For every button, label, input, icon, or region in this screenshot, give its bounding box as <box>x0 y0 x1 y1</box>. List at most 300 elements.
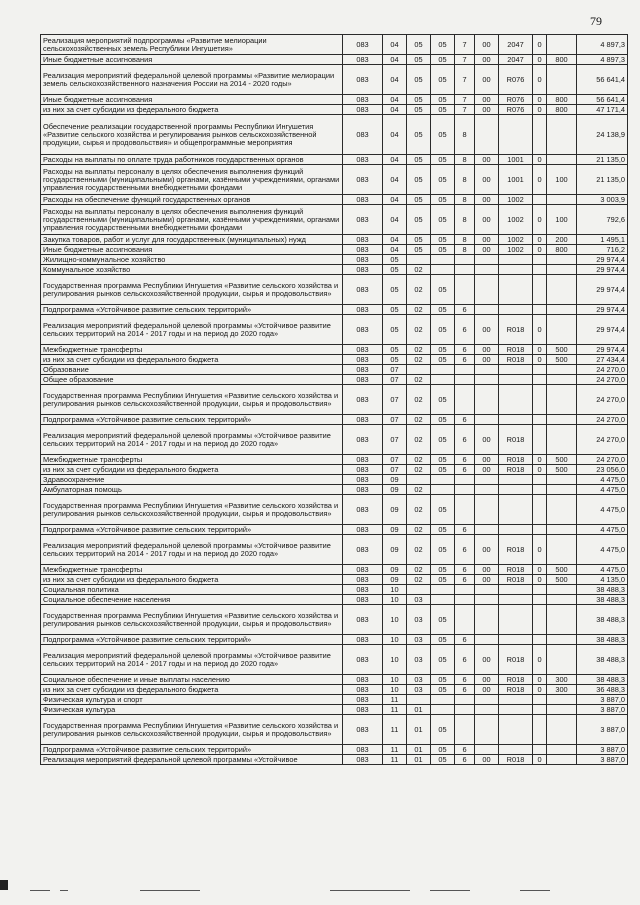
table-row <box>41 95 628 105</box>
code-section: 10 <box>383 645 407 675</box>
row-name: Реализация мероприятий федеральной целевой программы «Устойчивое развитие сельских территорий на 2014 - 2017 годы и на период до 2020 года» <box>41 425 343 455</box>
code-sub-direction: 0 <box>533 685 547 695</box>
row-name: Расходы на выплаты персоналу в целях обеспечения выполнения функций государственными (муниципальными) органами, казёнными учреждениями, органами управления государственными внебюджетными фондами <box>41 165 343 195</box>
code-direction <box>499 595 533 605</box>
code-sub-direction <box>533 585 547 595</box>
code-program <box>431 255 455 265</box>
code-expense-type <box>547 745 577 755</box>
code-direction <box>499 495 533 525</box>
row-amount: 24 270,0 <box>577 365 628 375</box>
code-admin: 083 <box>343 165 383 195</box>
code-expense-type: 500 <box>547 565 577 575</box>
code-section: 07 <box>383 365 407 375</box>
row-amount: 47 171,4 <box>577 105 628 115</box>
code-program: 05 <box>431 245 455 255</box>
table-row <box>41 485 628 495</box>
code-sub-direction: 0 <box>533 455 547 465</box>
code-main-event: 00 <box>475 465 499 475</box>
row-amount: 24 270,0 <box>577 375 628 385</box>
table-row <box>41 495 628 525</box>
code-subsection <box>407 585 431 595</box>
code-section: 05 <box>383 265 407 275</box>
code-main-event: 00 <box>475 205 499 235</box>
code-sub-direction: 0 <box>533 355 547 365</box>
table-row <box>41 255 628 265</box>
code-expense-type <box>547 315 577 345</box>
row-name: Межбюджетные трансферты <box>41 565 343 575</box>
code-main-event <box>475 485 499 495</box>
row-amount: 38 488,3 <box>577 585 628 595</box>
code-subsection: 01 <box>407 755 431 765</box>
code-subprogram: 6 <box>455 535 475 565</box>
code-direction <box>499 275 533 305</box>
row-amount: 27 434,4 <box>577 355 628 365</box>
row-amount: 29 974,4 <box>577 345 628 355</box>
code-program: 05 <box>431 35 455 55</box>
table-row <box>41 385 628 415</box>
code-direction: R018 <box>499 425 533 455</box>
code-subsection: 02 <box>407 305 431 315</box>
code-section: 09 <box>383 575 407 585</box>
row-amount: 4 135,0 <box>577 575 628 585</box>
code-subprogram <box>455 495 475 525</box>
code-subsection: 02 <box>407 465 431 475</box>
code-expense-type <box>547 385 577 415</box>
table-row <box>41 695 628 705</box>
code-direction <box>499 115 533 155</box>
code-main-event <box>475 365 499 375</box>
table-row <box>41 675 628 685</box>
code-main-event <box>475 275 499 305</box>
table-row <box>41 165 628 195</box>
code-direction <box>499 255 533 265</box>
table-row <box>41 415 628 425</box>
code-subsection: 05 <box>407 115 431 155</box>
code-subprogram: 8 <box>455 235 475 245</box>
code-subprogram: 8 <box>455 155 475 165</box>
table-row <box>41 275 628 305</box>
code-program <box>431 705 455 715</box>
code-subprogram: 8 <box>455 205 475 235</box>
code-direction <box>499 485 533 495</box>
code-admin: 083 <box>343 115 383 155</box>
code-program: 05 <box>431 525 455 535</box>
row-name: Государственная программа Республики Ингушетия «Развитие сельского хозяйства и регулирования рынков сельскохозяйственной продукции, сырья и продовольствия» <box>41 605 343 635</box>
code-program: 05 <box>431 345 455 355</box>
code-subsection <box>407 695 431 705</box>
row-name: Образование <box>41 365 343 375</box>
table-row <box>41 425 628 455</box>
code-expense-type: 500 <box>547 455 577 465</box>
row-amount: 21 135,0 <box>577 155 628 165</box>
code-admin: 083 <box>343 535 383 565</box>
code-section: 07 <box>383 415 407 425</box>
table-row <box>41 105 628 115</box>
code-admin: 083 <box>343 745 383 755</box>
row-amount: 716,2 <box>577 245 628 255</box>
code-direction: R018 <box>499 345 533 355</box>
code-section: 09 <box>383 535 407 565</box>
code-subsection: 02 <box>407 525 431 535</box>
code-direction <box>499 475 533 485</box>
code-program: 05 <box>431 415 455 425</box>
code-direction: R018 <box>499 675 533 685</box>
code-main-event <box>475 605 499 635</box>
code-subprogram: 6 <box>455 745 475 755</box>
code-program <box>431 695 455 705</box>
code-section: 05 <box>383 345 407 355</box>
code-direction <box>499 385 533 415</box>
code-admin: 083 <box>343 265 383 275</box>
code-program: 05 <box>431 305 455 315</box>
code-admin: 083 <box>343 495 383 525</box>
code-subprogram: 7 <box>455 65 475 95</box>
code-subprogram: 6 <box>455 355 475 365</box>
code-direction: R018 <box>499 355 533 365</box>
code-subprogram <box>455 705 475 715</box>
code-subprogram: 7 <box>455 35 475 55</box>
code-admin: 083 <box>343 155 383 165</box>
code-subsection: 03 <box>407 645 431 675</box>
code-main-event: 00 <box>475 355 499 365</box>
code-section: 07 <box>383 455 407 465</box>
code-main-event: 00 <box>475 565 499 575</box>
code-main-event <box>475 475 499 485</box>
code-section: 11 <box>383 755 407 765</box>
row-name: Государственная программа Республики Ингушетия «Развитие сельского хозяйства и регулирования рынков сельскохозяйственной продукции, сырья и продовольствия» <box>41 715 343 745</box>
table-row <box>41 315 628 345</box>
table-row <box>41 685 628 695</box>
code-expense-type: 800 <box>547 55 577 65</box>
row-name: Реализация мероприятий федеральной целевой программы «Устойчивое <box>41 755 343 765</box>
code-subprogram: 6 <box>455 755 475 765</box>
code-admin: 083 <box>343 755 383 765</box>
code-subsection: 02 <box>407 315 431 345</box>
row-amount: 29 974,4 <box>577 305 628 315</box>
code-program <box>431 265 455 275</box>
code-subsection <box>407 475 431 485</box>
code-program: 05 <box>431 195 455 205</box>
code-program: 05 <box>431 605 455 635</box>
code-program: 05 <box>431 675 455 685</box>
code-direction: 2047 <box>499 35 533 55</box>
code-subprogram <box>455 475 475 485</box>
code-direction: R018 <box>499 455 533 465</box>
code-sub-direction <box>533 365 547 375</box>
table-row <box>41 715 628 745</box>
row-amount: 38 488,3 <box>577 635 628 645</box>
row-name: Подпрограмма «Устойчивое развитие сельских территорий» <box>41 415 343 425</box>
row-name: Расходы на обеспечение функций государственных органов <box>41 195 343 205</box>
code-sub-direction: 0 <box>533 345 547 355</box>
table-row <box>41 535 628 565</box>
row-name: Государственная программа Республики Ингушетия «Развитие сельского хозяйства и регулирования рынков сельскохозяйственной продукции, сырья и продовольствия» <box>41 495 343 525</box>
code-admin: 083 <box>343 585 383 595</box>
code-sub-direction <box>533 375 547 385</box>
code-expense-type: 500 <box>547 345 577 355</box>
code-section: 05 <box>383 255 407 265</box>
code-admin: 083 <box>343 385 383 415</box>
code-main-event: 00 <box>475 245 499 255</box>
table-row <box>41 645 628 675</box>
table-row <box>41 245 628 255</box>
row-name: Иные бюджетные ассигнования <box>41 95 343 105</box>
row-name: Реализация мероприятий федеральной целевой программы «Устойчивое развитие сельских территорий на 2014 - 2017 годы и на период до 2020 года» <box>41 535 343 565</box>
code-admin: 083 <box>343 455 383 465</box>
code-subprogram: 6 <box>455 415 475 425</box>
row-amount: 36 488,3 <box>577 685 628 695</box>
code-subprogram: 6 <box>455 635 475 645</box>
code-sub-direction <box>533 385 547 415</box>
code-admin: 083 <box>343 575 383 585</box>
row-name: Подпрограмма «Устойчивое развитие сельских территорий» <box>41 635 343 645</box>
code-expense-type <box>547 635 577 645</box>
row-amount: 56 641,4 <box>577 95 628 105</box>
code-subsection: 03 <box>407 635 431 645</box>
code-expense-type <box>547 365 577 375</box>
code-subsection <box>407 255 431 265</box>
code-subprogram: 6 <box>455 525 475 535</box>
code-sub-direction <box>533 275 547 305</box>
code-program: 05 <box>431 315 455 345</box>
code-subprogram <box>455 255 475 265</box>
row-name: Реализация мероприятий федеральной целевой программы «Развитие мелиорации земель сельскохозяйственного назначения России на 2014 - 2020 годы» <box>41 65 343 95</box>
code-expense-type: 500 <box>547 575 577 585</box>
code-sub-direction: 0 <box>533 205 547 235</box>
code-admin: 083 <box>343 55 383 65</box>
code-program: 05 <box>431 205 455 235</box>
row-amount: 3 887,0 <box>577 695 628 705</box>
code-section: 11 <box>383 695 407 705</box>
code-admin: 083 <box>343 605 383 635</box>
table-row <box>41 475 628 485</box>
table-row <box>41 455 628 465</box>
code-expense-type <box>547 115 577 155</box>
table-row <box>41 65 628 95</box>
code-direction <box>499 715 533 745</box>
code-expense-type <box>547 695 577 705</box>
code-main-event <box>475 595 499 605</box>
code-sub-direction <box>533 525 547 535</box>
code-expense-type <box>547 425 577 455</box>
row-amount: 24 270,0 <box>577 455 628 465</box>
code-expense-type: 800 <box>547 95 577 105</box>
row-amount: 4 475,0 <box>577 535 628 565</box>
code-subprogram: 7 <box>455 55 475 65</box>
row-name: Подпрограмма «Устойчивое развитие сельских территорий» <box>41 305 343 315</box>
code-section: 04 <box>383 155 407 165</box>
row-amount: 1 495,1 <box>577 235 628 245</box>
code-admin: 083 <box>343 245 383 255</box>
code-admin: 083 <box>343 475 383 485</box>
code-sub-direction <box>533 695 547 705</box>
code-admin: 083 <box>343 675 383 685</box>
code-direction: R018 <box>499 315 533 345</box>
code-program: 05 <box>431 575 455 585</box>
code-section: 07 <box>383 375 407 385</box>
code-main-event <box>475 305 499 315</box>
code-expense-type <box>547 585 577 595</box>
row-name: Социальная политика <box>41 585 343 595</box>
code-sub-direction: 0 <box>533 155 547 165</box>
code-subsection: 05 <box>407 205 431 235</box>
code-program: 05 <box>431 155 455 165</box>
code-main-event: 00 <box>475 535 499 565</box>
code-program: 05 <box>431 635 455 645</box>
code-subprogram: 7 <box>455 105 475 115</box>
code-program: 05 <box>431 465 455 475</box>
code-expense-type: 100 <box>547 165 577 195</box>
code-program: 05 <box>431 355 455 365</box>
code-subsection: 02 <box>407 375 431 385</box>
code-direction: 2047 <box>499 55 533 65</box>
code-section: 11 <box>383 745 407 755</box>
code-section: 09 <box>383 495 407 525</box>
code-direction: 1002 <box>499 245 533 255</box>
table-row <box>41 355 628 365</box>
code-subsection: 05 <box>407 155 431 165</box>
code-sub-direction <box>533 475 547 485</box>
code-subprogram: 6 <box>455 645 475 675</box>
code-section: 07 <box>383 425 407 455</box>
row-amount: 4 897,3 <box>577 35 628 55</box>
code-direction <box>499 605 533 635</box>
code-expense-type <box>547 495 577 525</box>
code-direction: R018 <box>499 565 533 575</box>
code-subprogram <box>455 275 475 305</box>
code-main-event: 00 <box>475 55 499 65</box>
code-admin: 083 <box>343 305 383 315</box>
code-main-event: 00 <box>475 675 499 685</box>
row-name: Закупка товаров, работ и услуг для государственных (муниципальных) нужд <box>41 235 343 245</box>
budget-table-body <box>41 35 628 765</box>
row-name: Межбюджетные трансферты <box>41 345 343 355</box>
code-subsection: 05 <box>407 65 431 95</box>
table-row <box>41 55 628 65</box>
code-admin: 083 <box>343 65 383 95</box>
code-direction <box>499 705 533 715</box>
table-row <box>41 195 628 205</box>
code-subprogram <box>455 585 475 595</box>
code-section: 04 <box>383 65 407 95</box>
code-main-event <box>475 715 499 745</box>
code-admin: 083 <box>343 565 383 575</box>
code-section: 10 <box>383 675 407 685</box>
code-expense-type <box>547 275 577 305</box>
table-row <box>41 305 628 315</box>
code-sub-direction <box>533 305 547 315</box>
code-admin: 083 <box>343 315 383 345</box>
code-sub-direction <box>533 265 547 275</box>
table-row <box>41 705 628 715</box>
row-amount: 3 887,0 <box>577 755 628 765</box>
code-program: 05 <box>431 385 455 415</box>
code-sub-direction: 0 <box>533 55 547 65</box>
code-direction: R076 <box>499 105 533 115</box>
code-subsection: 05 <box>407 165 431 195</box>
code-admin: 083 <box>343 645 383 675</box>
row-name: Здравоохранение <box>41 475 343 485</box>
code-subsection: 02 <box>407 385 431 415</box>
row-name: из них за счет субсидии из федерального бюджета <box>41 105 343 115</box>
code-subprogram <box>455 375 475 385</box>
row-amount: 29 974,4 <box>577 265 628 275</box>
code-program <box>431 365 455 375</box>
code-expense-type <box>547 705 577 715</box>
code-sub-direction: 0 <box>533 575 547 585</box>
code-program: 05 <box>431 425 455 455</box>
code-subprogram: 6 <box>455 675 475 685</box>
code-direction <box>499 305 533 315</box>
code-sub-direction: 0 <box>533 65 547 95</box>
row-amount: 24 270,0 <box>577 385 628 415</box>
code-subprogram: 6 <box>455 345 475 355</box>
code-section: 04 <box>383 205 407 235</box>
table-row <box>41 745 628 755</box>
code-expense-type <box>547 305 577 315</box>
code-program: 05 <box>431 645 455 675</box>
code-admin: 083 <box>343 365 383 375</box>
code-main-event: 00 <box>475 645 499 675</box>
code-subsection: 03 <box>407 595 431 605</box>
code-direction: 1001 <box>499 155 533 165</box>
row-name: Реализация мероприятий федеральной целевой программы «Устойчивое развитие сельских территорий на 2014 - 2017 годы и на период до 2020 года» <box>41 645 343 675</box>
code-section: 10 <box>383 685 407 695</box>
code-section: 05 <box>383 305 407 315</box>
table-row <box>41 525 628 535</box>
code-subsection: 02 <box>407 345 431 355</box>
code-section: 09 <box>383 475 407 485</box>
code-admin: 083 <box>343 205 383 235</box>
code-expense-type <box>547 265 577 275</box>
table-row <box>41 595 628 605</box>
code-subsection: 02 <box>407 355 431 365</box>
code-direction: 1002 <box>499 195 533 205</box>
code-subprogram <box>455 695 475 705</box>
row-name: Государственная программа Республики Ингушетия «Развитие сельского хозяйства и регулирования рынков сельскохозяйственной продукции, сырья и продовольствия» <box>41 275 343 305</box>
row-amount: 4 475,0 <box>577 565 628 575</box>
row-amount: 38 488,3 <box>577 675 628 685</box>
code-sub-direction: 0 <box>533 95 547 105</box>
code-direction <box>499 365 533 375</box>
code-subprogram: 8 <box>455 195 475 205</box>
code-section: 04 <box>383 105 407 115</box>
row-name: из них за счет субсидии из федерального бюджета <box>41 575 343 585</box>
row-name: Обеспечение реализации государственной программы Республики Ингушетия «Развитие сельского хозяйства и регулирования рынков сельскохозяйственной продукции, сырья и продовольствия» и общепрограммные мероприятия <box>41 115 343 155</box>
code-expense-type <box>547 595 577 605</box>
code-sub-direction <box>533 745 547 755</box>
code-expense-type <box>547 375 577 385</box>
code-section: 05 <box>383 315 407 345</box>
row-amount: 21 135,0 <box>577 165 628 195</box>
code-section: 10 <box>383 595 407 605</box>
page-number: 79 <box>590 14 602 28</box>
code-subprogram: 6 <box>455 565 475 575</box>
table-row <box>41 635 628 645</box>
code-expense-type <box>547 65 577 95</box>
row-name: Подпрограмма «Устойчивое развитие сельских территорий» <box>41 525 343 535</box>
code-main-event: 00 <box>475 95 499 105</box>
code-section: 07 <box>383 385 407 415</box>
code-sub-direction: 0 <box>533 565 547 575</box>
row-name: Государственная программа Республики Ингушетия «Развитие сельского хозяйства и регулирования рынков сельскохозяйственной продукции, сырья и продовольствия» <box>41 385 343 415</box>
code-sub-direction <box>533 635 547 645</box>
code-program: 05 <box>431 745 455 755</box>
code-sub-direction <box>533 255 547 265</box>
code-subprogram: 6 <box>455 315 475 345</box>
row-amount: 38 488,3 <box>577 595 628 605</box>
table-row <box>41 575 628 585</box>
